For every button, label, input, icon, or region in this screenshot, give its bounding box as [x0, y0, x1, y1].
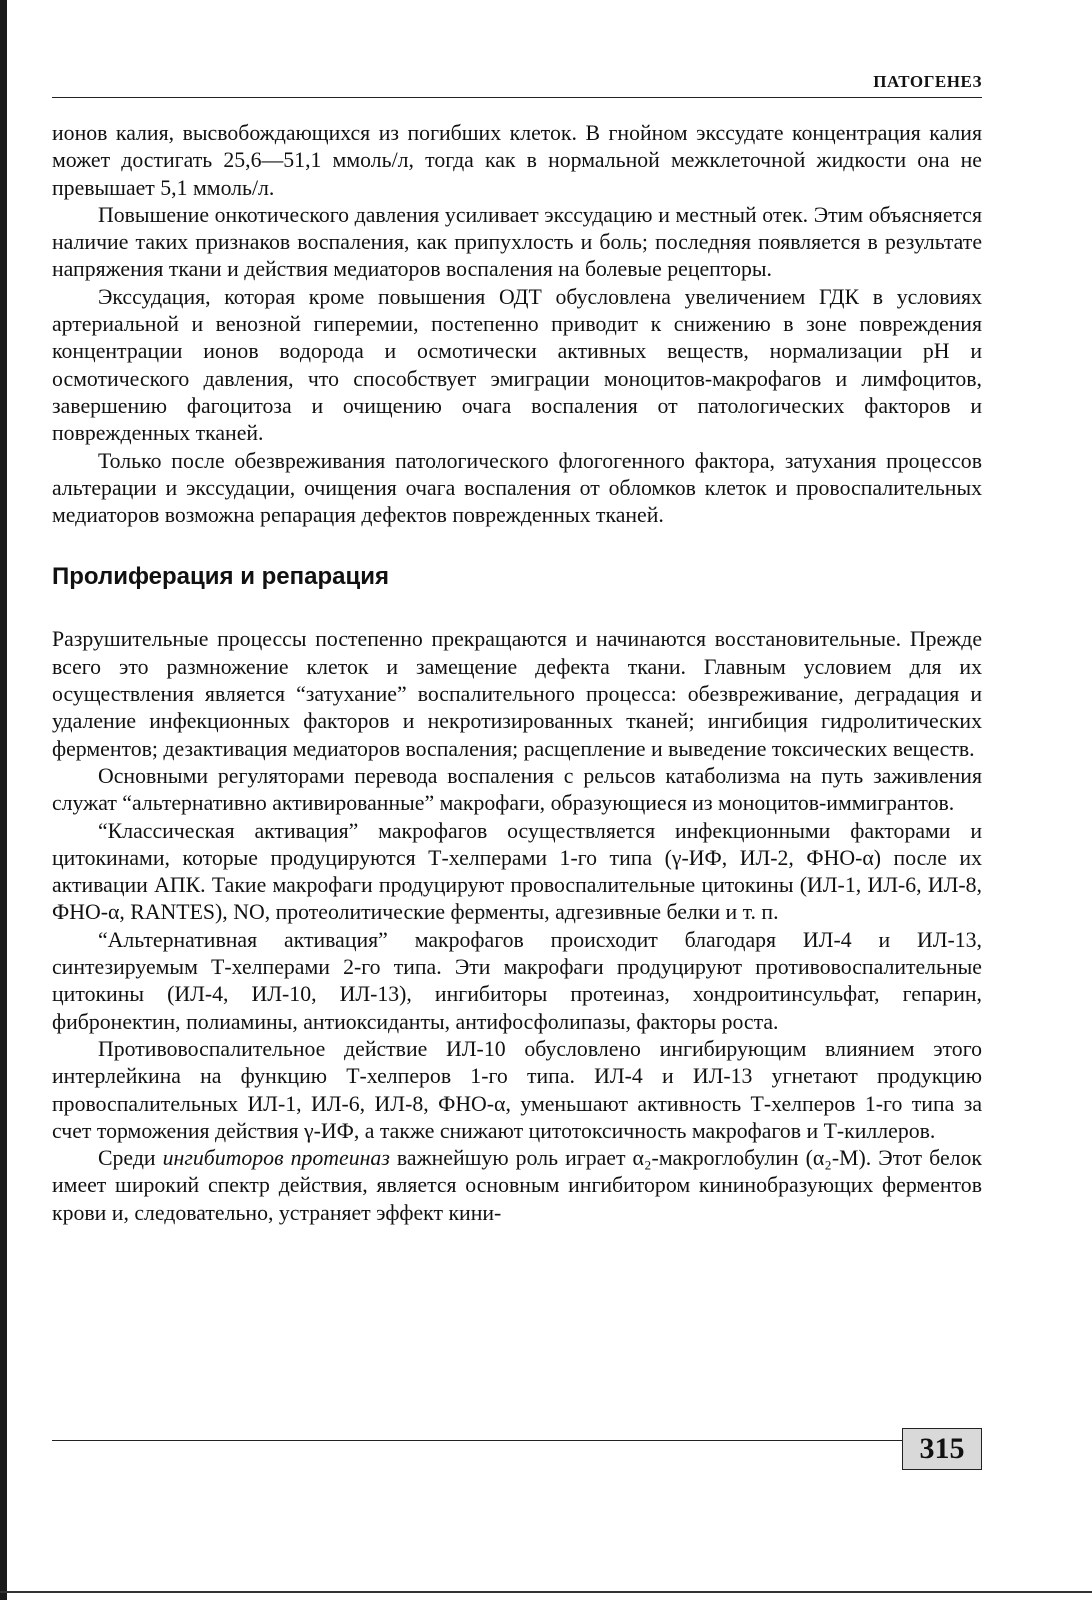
emphasis-term: ингибиторов протеиназ [162, 1146, 390, 1171]
paragraph: ионов калия, высвобождающихся из погибших клеток. В гнойном экссудате концентрация калия может достигать 25,6—51,1 ммоль/л, тогда как в нормальной межклеточной жидкости она не превышает 5,1 ммоль/л. [52, 121, 982, 200]
paragraph-lead: Среди [98, 1146, 163, 1171]
paragraph-last [52, 1145, 982, 1227]
body-text [52, 120, 982, 1227]
page-left-edge [0, 0, 7, 1600]
paragraph: Повышение онкотического давления усиливает экссудацию и местный отек. Этим объясняется наличие таких признаков воспаления, как припухлость и боль; последняя появляется в результате напряжения ткани и действия медиаторов воспаления на болевые рецепторы. [52, 202, 982, 282]
paragraph: Только после обезвреживания патологического флогогенного фактора, затухания процессов альтерации и экссудации, очищения очага воспаления от обломков клеток и провоспалительных медиаторов возможна репарация дефектов поврежденных тканей. [52, 448, 982, 528]
page-number: 315 [902, 1428, 982, 1470]
paragraph: Основными регуляторами перевода воспаления с рельсов катаболизма на путь заживления служат “альтернативно активированные” макрофаги, образующиеся из моноцитов-иммигрантов. [52, 763, 982, 816]
paragraph: “Альтернативная активация” макрофагов происходит благодаря ИЛ-4 и ИЛ-13, синтезируемым Т-хелперами 2-го типа. Эти макрофаги продуцируют противовоспалительные цитокины (ИЛ-4, ИЛ-10, ИЛ-13), ингибиторы протеиназ, хондроитинсульфат, гепарин, фибронектин, полиамины, антиоксиданты, антифосфолипазы, факторы роста. [52, 927, 982, 1034]
footer-rule [52, 1440, 902, 1441]
header-rule [52, 97, 982, 98]
paragraph: Разрушительные процессы постепенно прекращаются и начинаются восстановительные. Прежде всего это размножение клеток и замещение дефекта ткани. Главным условием для их осуществления является “затухание” воспалительного процесса: обезвреживание, деградация и удаление инфекционных факторов и некротизированных тканей; ингибиция гидролитических ферментов; дезактивация медиаторов воспаления; расщепление и выведение токсических веществ. [52, 627, 982, 761]
paragraph-rest: важнейшую роль играет α₂-макроглобулин (α₂-М). Этот белок имеет широкий спектр действия, является основным ингибитором кининобразующих ферментов крови и, следовательно, устраняет эффект кини- [52, 1146, 982, 1225]
running-header: ПАТОГЕНЕЗ [873, 72, 982, 91]
page-bottom-edge [0, 1591, 1092, 1593]
paragraph: “Классическая активация” макрофагов осуществляется инфекционными факторами и цитокинами, которые продуцируются Т-хелперами 1-го типа (γ-ИФ, ИЛ-2, ФНО-α) после их активации АПК. Такие макрофаги продуцируют провоспалительные цитокины (ИЛ-1, ИЛ-6, ИЛ-8, ФНО-α, RANTES), NO, протеолитические ферменты, адгезивные белки и т. п. [52, 818, 982, 925]
paragraph: Противовоспалительное действие ИЛ-10 обусловлено ингибирующим влиянием этого интерлейкина на функцию Т-хелперов 1-го типа. ИЛ-4 и ИЛ-13 угнетают продукцию провоспалительных ИЛ-1, ИЛ-6, ИЛ-8, ФНО-α, уменьшают активность Т-хелперов 1-го типа за счет торможения действия γ-ИФ, а также снижают цитотоксичность макрофагов и Т-киллеров. [52, 1036, 982, 1143]
paragraph: Экссудация, которая кроме повышения ОДТ обусловлена увеличением ГДК в условиях артериальной и венозной гиперемии, постепенно приводит к снижению в зоне повреждения концентрации ионов водорода и осмотически активных веществ, нормализации pH и осмотического давления, что способствует эмиграции моноцитов-макрофагов и лимфоцитов, завершению фагоцитоза и очищению очага воспаления от патологических факторов и поврежденных тканей. [52, 284, 982, 446]
section-heading: Пролиферация и репарация [52, 563, 389, 591]
